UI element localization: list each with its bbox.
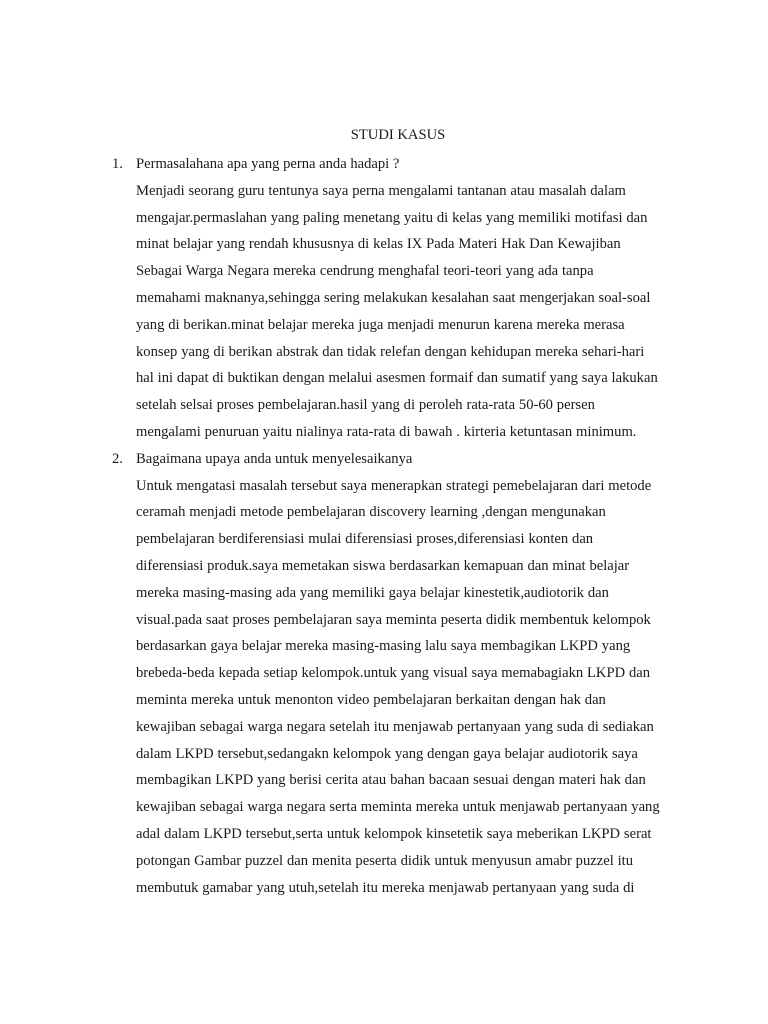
answer-line: pembelajaran berdiferensiasi mulai diferensiasi proses,diferensiasi konten dan: [136, 531, 594, 548]
case-study-list: [112, 151, 682, 901]
document-title: STUDI KASUS: [350, 127, 446, 143]
answer-line: memahami maknanya,sehingga sering melakukan kesalahan saat mengerjakan soal-soal: [136, 289, 651, 306]
answer-line: setelah selsai proses pembelajaran.hasil yang di peroleh rata-rata 50-60 persen: [136, 397, 595, 414]
answer-line: kewajiban sebagai warga negara serta meminta mereka untuk menjawab pertanyaan yang: [136, 799, 660, 816]
list-item: [112, 446, 682, 902]
answer-line: mereka masing-masing ada yang memiliki gaya belajar kinestetik,audiotorik dan: [136, 584, 609, 601]
item-number: 2.: [112, 450, 123, 467]
answer-line: dalam LKPD tersebut,sedangakn kelompok yang dengan gaya belajar audiotorik saya: [136, 745, 638, 762]
answer-line: berdasarkan gaya belajar mereka masing-masing lalu saya membagikan LKPD yang: [136, 638, 631, 655]
answer-line: membagikan LKPD yang berisi cerita atau bahan bacaan sesuai dengan materi hak dan: [136, 772, 646, 789]
answer-line: diferensiasi produk.saya memetakan siswa berdasarkan kemapuan dan minat belajar: [136, 557, 630, 574]
answer-line: membutuk gamabar yang utuh,setelah itu mereka menjawab pertanyaan yang suda di: [136, 879, 635, 896]
item-number: 1.: [112, 156, 123, 172]
answer-line: Menjadi seorang guru tentunya saya perna mengalami tantanan atau masalah dalam: [136, 182, 626, 199]
list-item: [112, 151, 682, 446]
answer-line: Untuk mengatasi masalah tersebut saya menerapkan strategi pemebelajaran dari metode: [136, 477, 652, 494]
item-question: Bagaimana upaya anda untuk menyelesaikanya: [136, 450, 413, 467]
answer-line: hal ini dapat di buktikan dengan melalui asesmen formaif dan sumatif yang saya lakukan: [136, 370, 658, 387]
answer-line: brebeda-beda kepada setiap kelompok.untuk yang visual saya memabagiakn LKPD dan: [136, 665, 651, 682]
answer-line: minat belajar yang rendah khususnya di kelas IX Pada Materi Hak Dan Kewajiban: [136, 236, 621, 253]
answer-line: meminta mereka untuk menonton video pembelajaran berkaitan dengan hak dan: [136, 691, 606, 708]
answer-line: mengajar.permaslahan yang paling menetang yaitu di kelas yang memiliki motifasi dan: [136, 209, 648, 226]
item-answer: [136, 473, 682, 902]
item-question: Permasalahana apa yang perna anda hadapi ?: [136, 156, 400, 172]
item-answer: [136, 178, 682, 446]
answer-line: visual.pada saat proses pembelajaran saya meminta peserta didik membentuk kelompok: [136, 611, 651, 628]
answer-line: ceramah menjadi metode pembelajaran discovery learning ,dengan mengunakan: [136, 504, 606, 521]
answer-line: yang di berikan.minat belajar mereka juga menjadi menurun karena mereka merasa: [136, 316, 625, 333]
answer-line: potongan Gambar puzzel dan menita peserta didik untuk menyusun amabr puzzel itu: [136, 852, 634, 869]
answer-line: konsep yang di berikan abstrak dan tidak relefan dengan kehidupan mereka sehari-hari: [136, 343, 645, 360]
answer-line: kewajiban sebagai warga negara setelah itu menjawab pertanyaan yang suda di sediakan: [136, 718, 654, 735]
answer-line: adal dalam LKPD tersebut,serta untuk kelompok kinsetetik saya meberikan LKPD serat: [136, 825, 652, 842]
answer-line: mengalami penuruan yaitu nialinya rata-rata di bawah . kirteria ketuntasan minimum.: [136, 423, 637, 440]
answer-line: Sebagai Warga Negara mereka cendrung menghafal teori-teori yang ada tanpa: [136, 263, 594, 280]
